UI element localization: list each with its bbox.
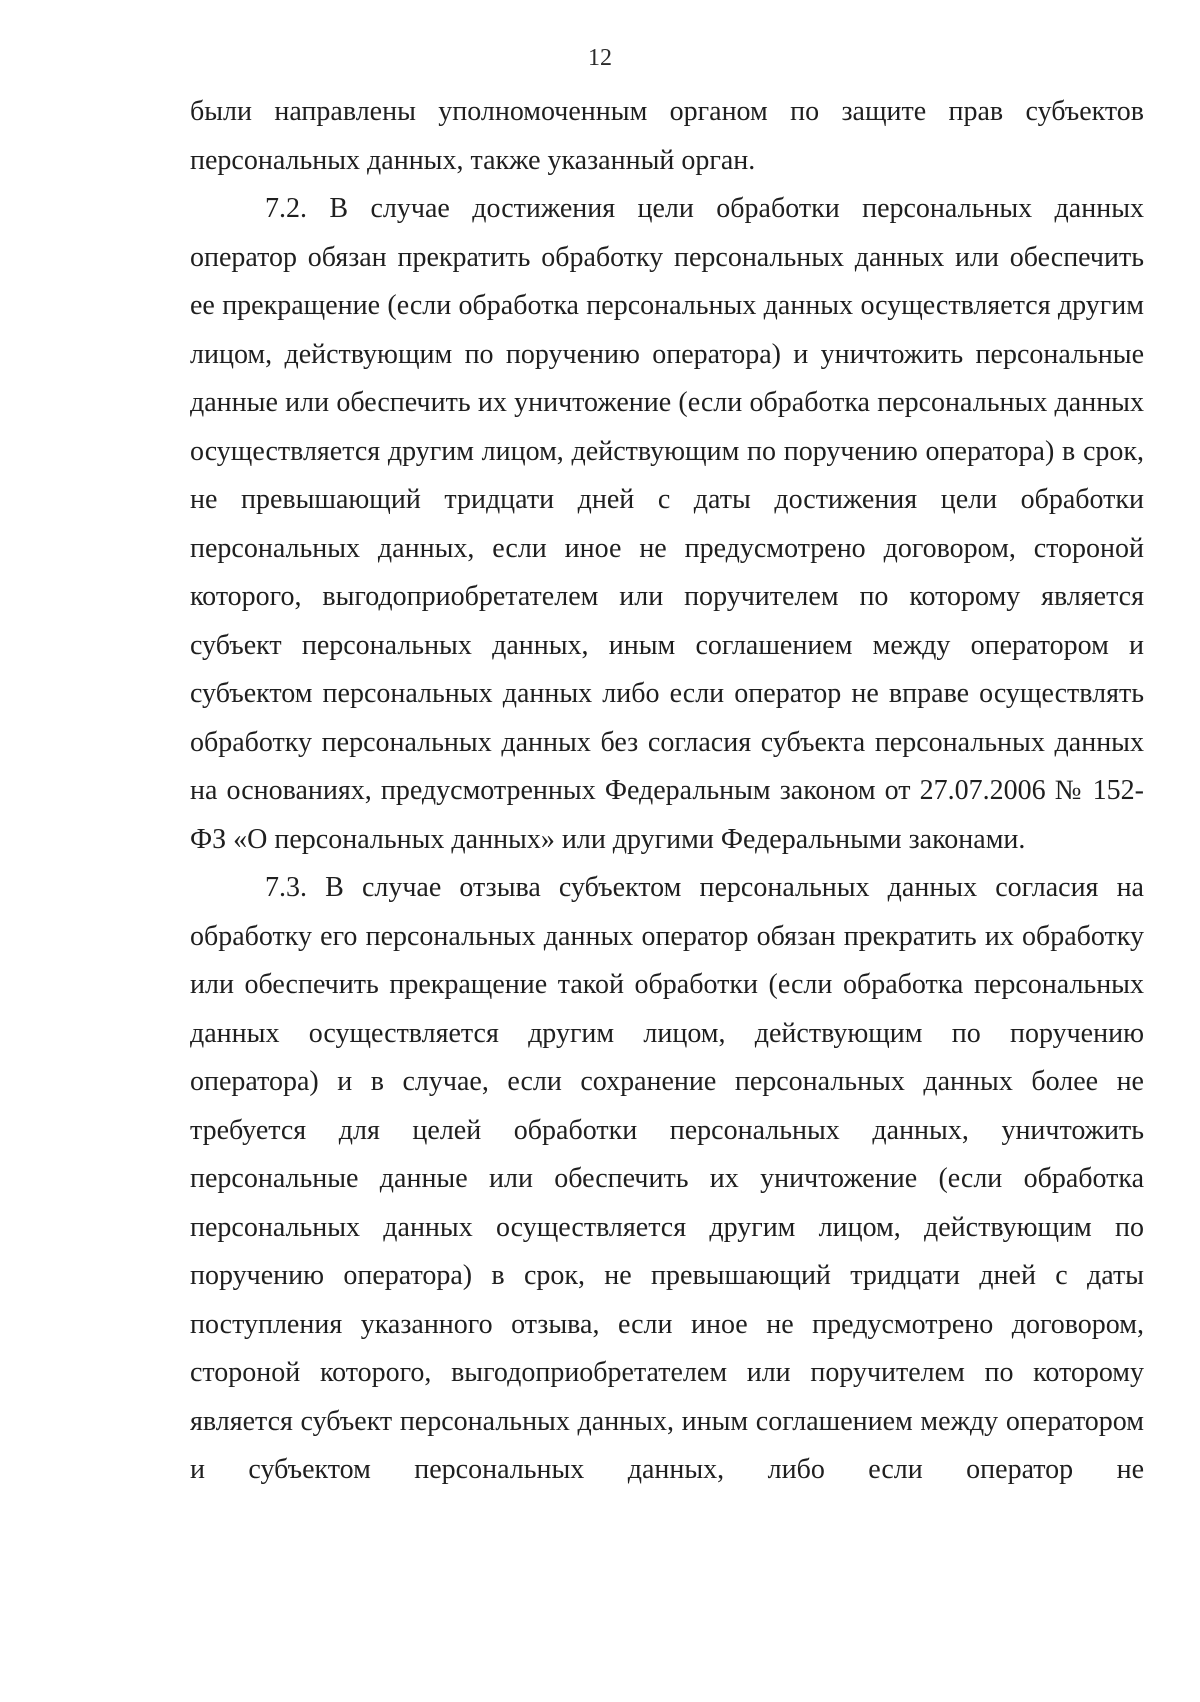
paragraph-clause-7-3: 7.3. В случае отзыва субъектом персональных данных согласия на обработку его персональных данных оператор обязан прекратить их обработку или обеспечить прекращение такой обработки (если обработка персональных данных осуществляется другим лицом, действующим по поручению оператора) и в случае, если сохранение персональных данных более не требуется для целей обработки персональных данных, уничтожить персональные данные или обеспечить их уничтожение (если обработка персональных данных осуществляется другим лицом, действующим по поручению оператора) в срок, не превышающий тридцати дней с даты поступления указанного отзыва, если иное не предусмотрено договором, стороной которого, выгодоприобретателем или поручителем по которому является субъект персональных данных, иным соглашением между оператором и субъектом персональных данных, либо если оператор не <box>190 872 1144 1485</box>
page-number: 12 <box>588 45 612 71</box>
body-text <box>190 88 1144 1495</box>
paragraph-continuation: были направлены уполномоченным органом по защите прав субъектов персональных данных, также указанный орган. <box>190 96 1144 176</box>
paragraph-clause-7-2: 7.2. В случае достижения цели обработки персональных данных оператор обязан прекратить обработку персональных данных или обеспечить ее прекращение (если обработка персональных данных осуществляется другим лицом, действующим по поручению оператора) и уничтожить персональные данные или обеспечить их уничтожение (если обработка персональных данных осуществляется другим лицом, действующим по поручению оператора) в срок, не превышающий тридцати дней с даты достижения цели обработки персональных данных, если иное не предусмотрено договором, стороной которого, выгодоприобретателем или поручителем по которому является субъект персональных данных, иным соглашением между оператором и субъектом персональных данных либо если оператор не вправе осуществлять обработку персональных данных без согласия субъекта персональных данных на основаниях, предусмотренных Федеральным законом от 27.07.2006 № 152-ФЗ «О персональных данных» или другими Федеральными законами. <box>190 193 1144 855</box>
